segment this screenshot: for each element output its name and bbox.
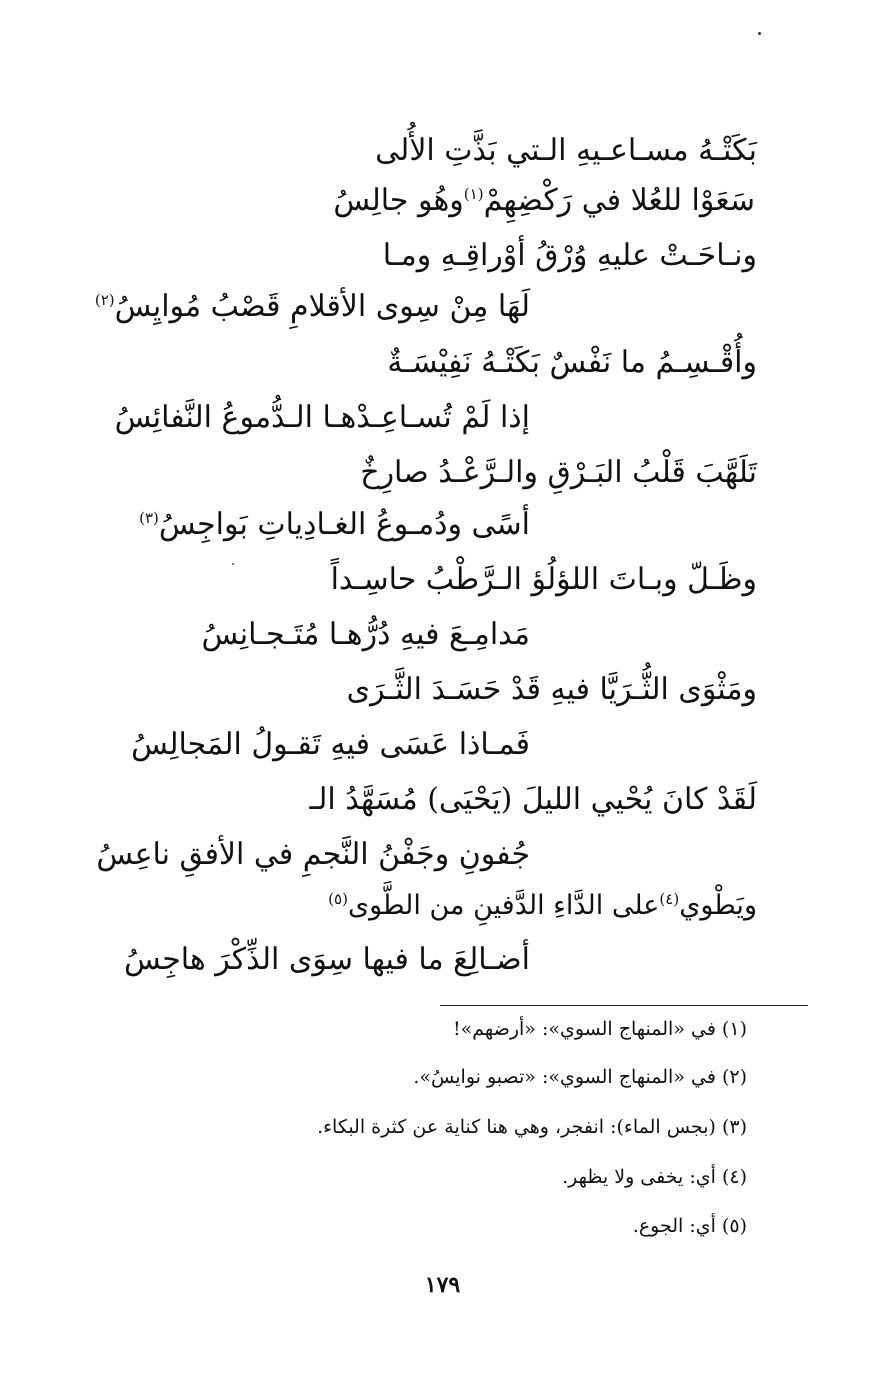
verse-line bbox=[131, 727, 530, 762]
verse-text: سَعَوْا للعُلا في رَكْضِهِمْ bbox=[483, 183, 755, 218]
verse-text: وهُو جالِسُ bbox=[333, 183, 464, 218]
verse-line bbox=[123, 942, 530, 977]
footnote-marker: (٥) bbox=[328, 890, 348, 908]
footnote: (١) في «المنهاج السوي»: «أرضهم»! bbox=[453, 1018, 747, 1040]
page-number: ١٧٩ bbox=[424, 1272, 461, 1298]
verse-line bbox=[382, 238, 757, 273]
footnote-marker: (٣) bbox=[139, 509, 159, 527]
verse-line bbox=[360, 455, 757, 490]
verse-text: وأُقْـسِـمُ ما نَفْسٌ بَكَتْـهُ نَفِيْسَـةٌ bbox=[387, 345, 757, 380]
verse-line bbox=[201, 617, 530, 652]
verse-text: وظَـلّ وبـاتَ اللؤلُؤ الـرَّطْبُ حاسِـداً bbox=[330, 562, 757, 597]
verse-text: تَلَهَّبَ قَلْبُ البَـرْقِ والـرَّعْـدُ صارِخٌ bbox=[360, 455, 757, 490]
verse-line bbox=[114, 400, 530, 435]
verse-line bbox=[139, 507, 530, 542]
verse-line bbox=[96, 837, 530, 872]
footnote: (٥) أي: الجوع. bbox=[632, 1215, 747, 1237]
footnote-marker: (٤) bbox=[659, 890, 680, 908]
footnote: (٤) أي: يخفى ولا يظهر. bbox=[562, 1166, 747, 1188]
footnote: (٣) (بجس الماء): انفجر، وهي هنا كناية عن كثرة البكاء. bbox=[317, 1116, 747, 1138]
verse-line bbox=[346, 672, 757, 707]
footnote-separator bbox=[440, 1005, 808, 1006]
verse-text: ويَطْوي bbox=[679, 890, 757, 921]
verse-line bbox=[387, 345, 757, 380]
verse-text: جُفونِ وجَفْنُ النَّجمِ في الأفقِ ناعِسُ bbox=[96, 837, 530, 872]
footnote-marker: (٢) bbox=[94, 291, 115, 309]
verse-text: على الدَّاءِ الدَّفينِ من الطَّوى bbox=[347, 890, 660, 921]
verse-text: أسًى ودُمـوعُ الغـادِياتِ بَواجِسُ bbox=[158, 507, 530, 542]
verse-line bbox=[330, 562, 757, 597]
verse-line bbox=[328, 892, 757, 919]
verse-text: بَكَتْـهُ مسـاعـيهِ الـتي بَذَّتِ الأُلى bbox=[375, 133, 757, 168]
verse-text: فَمـاذا عَسَى فيهِ تَقـولُ المَجالِسُ bbox=[131, 727, 530, 762]
verse-text: لَهَا مِنْ سِوى الأقلامِ قَصْبُ مُوايِسُ bbox=[114, 289, 530, 324]
page-speck bbox=[758, 32, 761, 35]
verse-line bbox=[375, 133, 757, 168]
verse-text: ونـاحَـتْ عليهِ وُرْقُ أوْراقِـهِ ومـا bbox=[382, 238, 757, 273]
footnote-marker: (١) bbox=[463, 185, 484, 203]
footnote: (٢) في «المنهاج السوي»: «تصبو نوايسُ». bbox=[413, 1066, 747, 1088]
verse-text: لَقَدْ كانَ يُحْيي الليلَ (يَحْيَى) مُسَهَّدُ الـ bbox=[309, 782, 757, 817]
verse-line bbox=[94, 289, 530, 324]
verse-line bbox=[309, 782, 757, 817]
verse-text: ومَثْوَى الثُّـرَيَّا فيهِ قَدْ حَسَـدَ الثَّـرَى bbox=[346, 672, 757, 707]
verse-line bbox=[333, 183, 755, 218]
verse-text: مَدامِـعَ فيهِ دُرُّهـا مُتَـجـانِسُ bbox=[201, 617, 530, 652]
page-speck bbox=[232, 563, 234, 565]
verse-text: أضـالِعَ ما فيها سِوَى الذِّكْرَ هاجِسُ bbox=[123, 942, 530, 977]
verse-text: إذا لَمْ تُسـاعِـدْهـا الـدُّموعُ النَّفائِسُ bbox=[114, 400, 530, 435]
